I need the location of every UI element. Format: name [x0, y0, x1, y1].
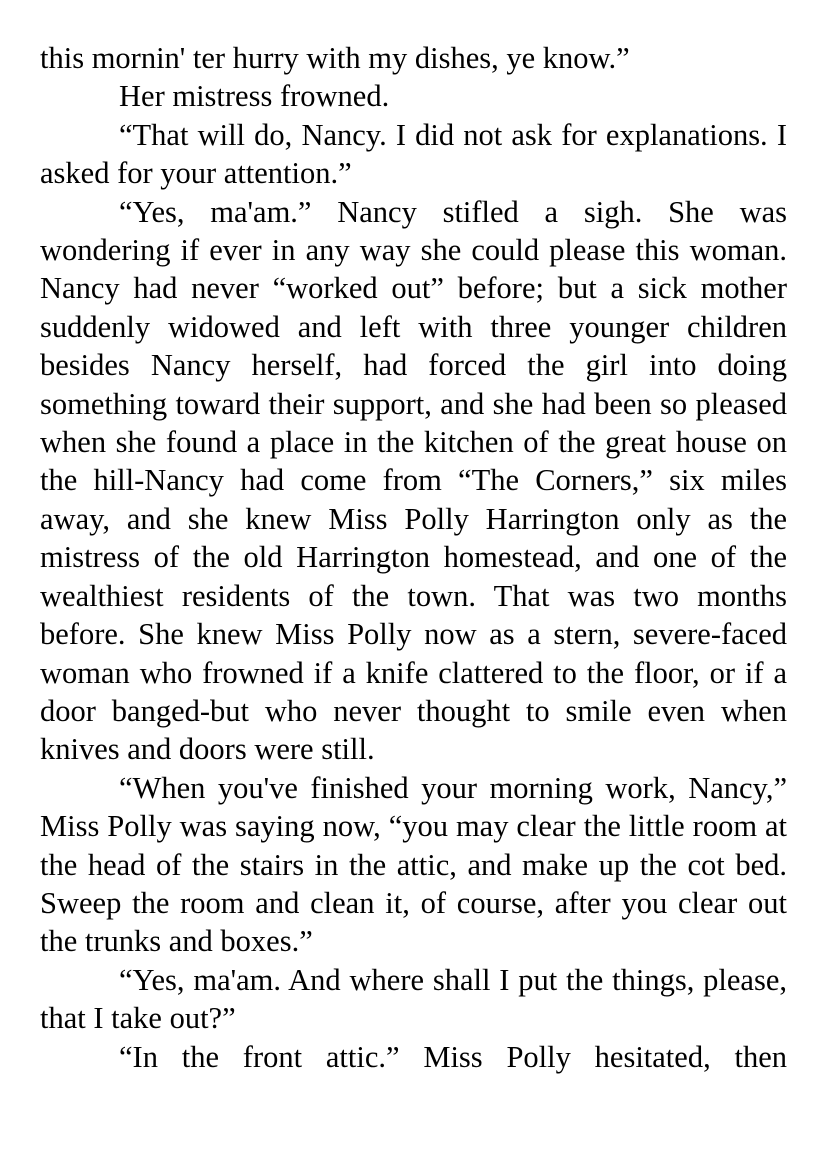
paragraph: “Yes, ma'am.” Nancy stifled a sigh. She was wondering if ever in any way she could please this woman. Nancy had never “worked out” before; but a sick mother suddenly widowed and left with three younger children besides Nancy herself, had forced the girl into doing something toward their support, and she had been so pleased when she found a place in the kitchen of the great house on the hill-Nancy had come from “The Corners,” six miles away, and she knew Miss Polly Harrington only as the mistress of the old Harrington homestead, and one of the wealthiest residents of the town. That was two months before. She knew Miss Polly now as a stern, severe-faced woman who frowned if a knife clattered to the floor, or if a door banged-but who never thought to smile even when knives and doors were still.	[40, 194, 787, 767]
paragraph: “Yes, ma'am. And where shall I put the things, please, that I take out?”	[40, 962, 787, 1036]
paragraph: “That will do, Nancy. I did not ask for explanations. I asked for your attention.”	[40, 117, 787, 191]
paragraph: “When you've finished your morning work, Nancy,” Miss Polly was saying now, “you may clear the little room at the head of the stairs in the attic, and make up the cot bed. Sweep the room and clean it, of course, after you clear out the trunks and boxes.”	[40, 770, 787, 959]
book-page	[40, 39, 787, 1076]
paragraph: Her mistress frowned.	[119, 79, 390, 114]
paragraph-last: “In the front attic.” Miss Polly hesitated, then	[119, 1039, 787, 1074]
paragraph-continuation: this mornin' ter hurry with my dishes, ye know.”	[40, 41, 630, 75]
